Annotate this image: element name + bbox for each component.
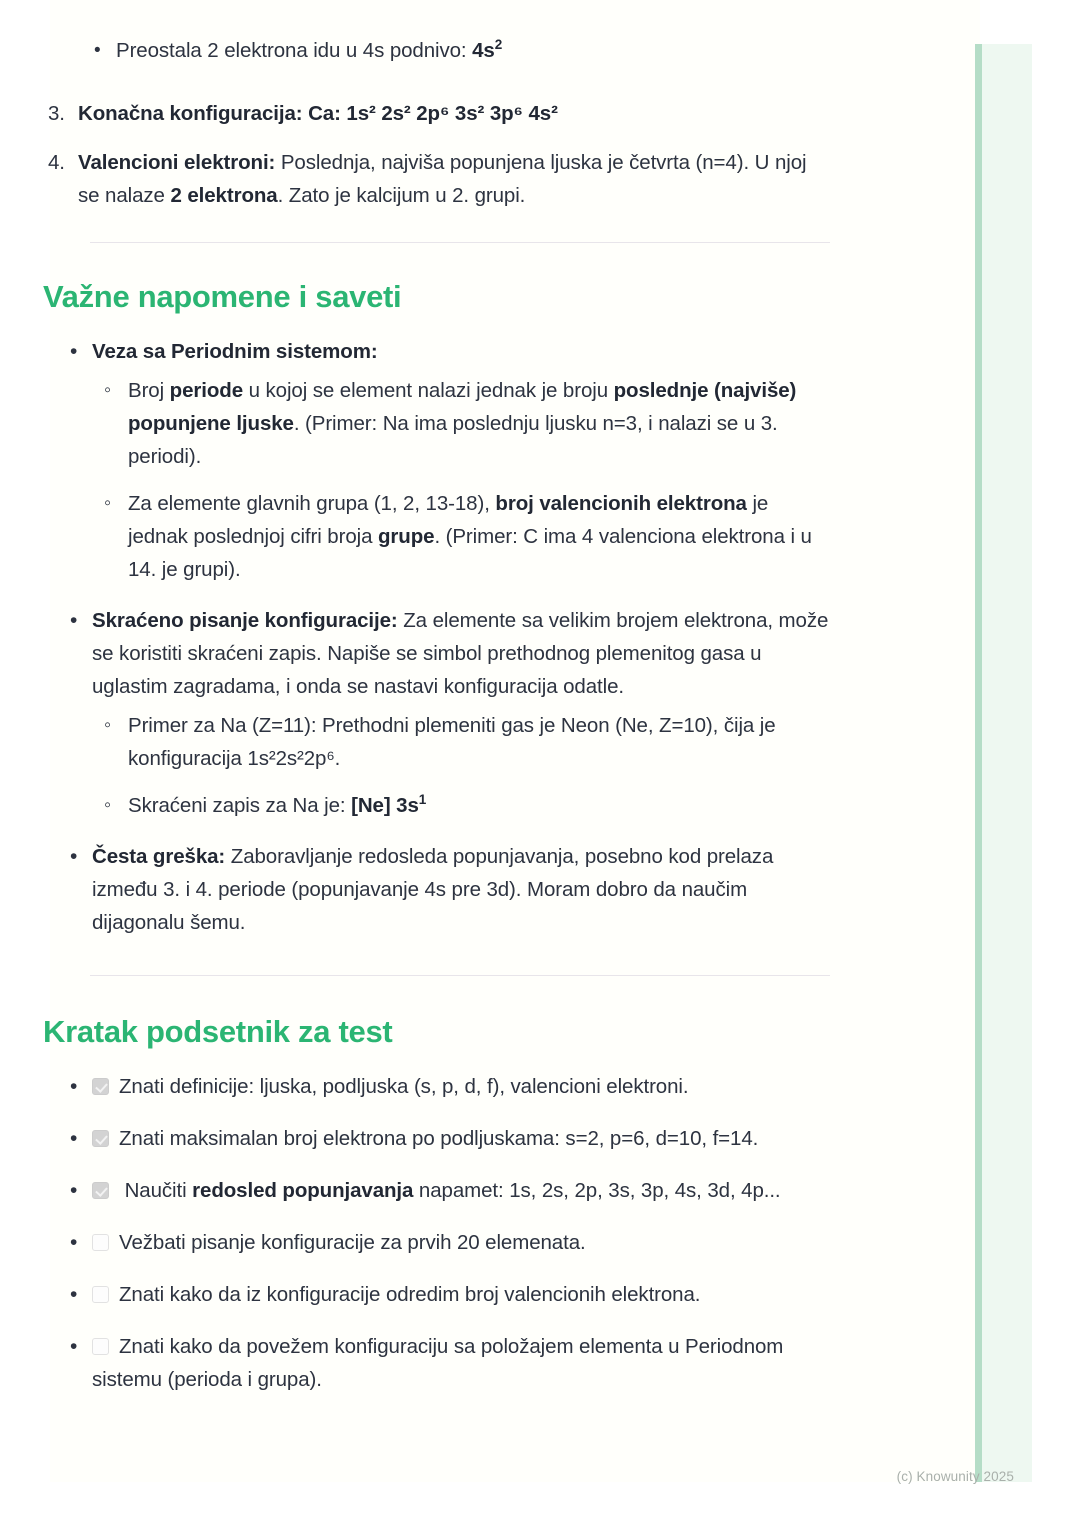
sub-1-1-t2: u kojoj se element nalazi jednak je broju	[243, 379, 614, 402]
sub-1-2-t1: Za elemente glavnih grupa (1, 2, 13-18),	[128, 492, 496, 515]
notes-sublist-1	[92, 374, 830, 586]
item-3-label	[78, 102, 558, 125]
sub-1-1-t3: . (Primer: Na ima poslednju ljusku n=3, i nalazi se u 3. periodi).	[128, 412, 778, 468]
notes-bullet-3-text: Zaboravljanje redosleda popunjavanja, posebno kod prelaza između 3. i 4. periode (popunjavanje 4s pre 3d). Moram dobro da naučim dijagonalu šemu.	[92, 845, 774, 934]
checkbox-unchecked-icon[interactable]	[92, 1338, 109, 1355]
sub-2-2-b1-text: [Ne] 3s	[351, 794, 419, 817]
list-item	[40, 1122, 830, 1155]
item-4-text-c: . Zato je kalcijum u 2. grupi.	[277, 184, 526, 207]
section-heading-notes: Važne napomene i saveti	[43, 279, 402, 314]
list-item	[40, 1226, 830, 1259]
continuation-top-bullet-list	[40, 34, 830, 67]
checklist-text-1: Znati definicije: ljuska, podljuska (s, p, d, f), valencioni elektroni.	[119, 1075, 689, 1098]
list-item	[40, 34, 830, 67]
item-4-bold-b: 2 elektrona	[170, 184, 278, 207]
checklist-text-3a: Naučiti	[119, 1179, 193, 1202]
checkbox-checked-icon[interactable]	[92, 1130, 109, 1147]
list-item	[40, 840, 830, 939]
sub-1-2-t2: je jednak poslednjoj cifri broja	[128, 492, 769, 548]
notes-bullet-list	[40, 335, 830, 939]
section-divider-1	[90, 242, 830, 243]
test-checklist	[40, 1070, 830, 1396]
checkbox-checked-icon[interactable]	[92, 1182, 109, 1199]
list-item-4	[40, 146, 830, 212]
item-3-label-text: Konačna konfiguracija: Ca:	[78, 102, 347, 125]
list-item	[40, 335, 830, 586]
top-bullet-prefix: Preostala 2 elektrona idu u 4s podnivo:	[116, 39, 473, 62]
footer-copyright: (c) Knowunity 2025	[896, 1469, 1014, 1484]
sub-2-1-t1: Primer za Na (Z=11): Prethodni plemeniti gas je Neon (Ne, Z=10), čija je konfiguracija 1s²2s²2p⁶.	[128, 714, 776, 770]
right-accent-bar	[975, 44, 982, 1482]
notes-bullet-1-label: Veza sa Periodnim sistemom:	[92, 340, 378, 363]
list-item	[92, 487, 830, 586]
sub-1-1-b1: periode	[169, 379, 243, 402]
list-item	[40, 1174, 830, 1207]
sub-2-2-b1	[351, 794, 426, 817]
top-bullet-bold-text: 4s	[472, 39, 495, 62]
checkbox-unchecked-icon[interactable]	[92, 1286, 109, 1303]
notes-bullet-2-text: Za elemente sa velikim brojem elektrona, može se koristiti skraćeni zapis. Napiše se simbol prethodnog plemenitog gasa u uglastim zagradama, i onda se nastavi konfiguracija odatle.	[92, 609, 829, 698]
top-bullet-superscript: 2	[494, 37, 503, 53]
sub-1-1-b2: poslednje (najviše) popunjene ljuske	[128, 379, 797, 435]
list-item	[40, 604, 830, 822]
item-4-label: Valencioni elektroni:	[78, 151, 276, 174]
section-divider-2	[90, 975, 830, 976]
list-item	[92, 709, 830, 775]
list-item	[40, 1278, 830, 1311]
checkbox-unchecked-icon[interactable]	[92, 1234, 109, 1251]
sub-1-2-b2: grupe	[377, 525, 435, 548]
right-accent-panel	[982, 44, 1032, 1482]
checklist-text-6: Znati kako da povežem konfiguraciju sa položajem elementa u Periodnom sistemu (perioda i grupa).	[92, 1335, 784, 1391]
sub-1-1-t1: Broj	[128, 379, 170, 402]
item-3-config: 1s² 2s² 2p⁶ 3s² 3p⁶ 4s²	[346, 102, 558, 125]
list-item	[92, 374, 830, 473]
list-number-3: 3.	[48, 102, 65, 125]
list-item	[40, 1330, 830, 1396]
list-item-3	[40, 97, 830, 130]
sub-2-2-superscript: 1	[418, 792, 427, 808]
section-heading-checklist: Kratak podsetnik za test	[43, 1014, 393, 1049]
top-bullet-bold	[472, 39, 502, 62]
notes-bullet-2-label: Skraćeno pisanje konfiguracije:	[92, 609, 398, 632]
continuation-ordered-list	[40, 97, 830, 212]
checklist-text-3b: napamet: 1s, 2s, 2p, 3s, 3p, 4s, 3d, 4p...	[413, 1179, 781, 1202]
checkbox-checked-icon[interactable]	[92, 1078, 109, 1095]
notes-bullet-3-label: Česta greška:	[92, 845, 226, 868]
list-number-4: 4.	[48, 151, 65, 174]
item-4-text-a: Poslednja, najviša popunjena ljuska je četvrta (n=4). U njoj se nalaze	[78, 151, 807, 207]
list-item	[40, 1070, 830, 1103]
checklist-text-5: Znati kako da iz konfiguracije odredim broj valencionih elektrona.	[119, 1283, 701, 1306]
sub-1-2-t3: . (Primer: C ima 4 valenciona elektrona i u 14. je grupi).	[128, 525, 812, 581]
checklist-text-4: Vežbati pisanje konfiguracije za prvih 20 elemenata.	[119, 1231, 586, 1254]
checklist-text-2: Znati maksimalan broj elektrona po podljuskama: s=2, p=6, d=10, f=14.	[119, 1127, 759, 1150]
list-item	[92, 789, 830, 822]
sub-2-2-t1: Skraćeni zapis za Na je:	[128, 794, 352, 817]
sub-1-2-b1: broj valencionih elektrona	[495, 492, 747, 515]
notes-sublist-2	[92, 709, 830, 822]
checklist-bold-3: redosled popunjavanja	[192, 1179, 414, 1202]
